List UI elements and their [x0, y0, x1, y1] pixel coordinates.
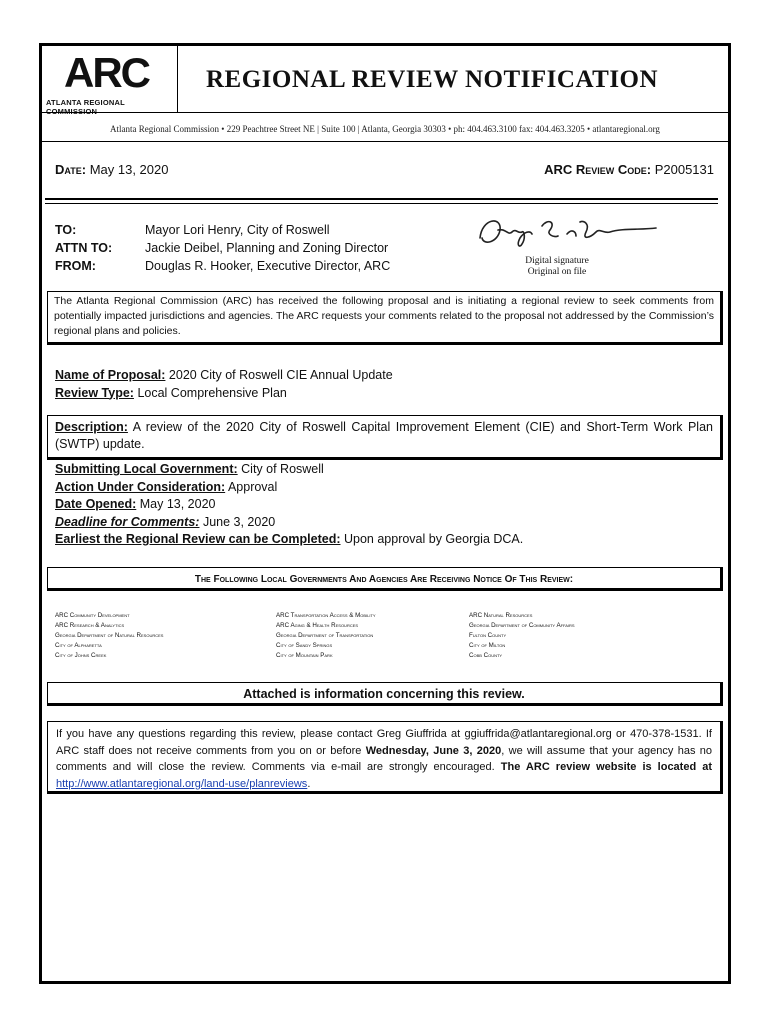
- from-label: FROM:: [55, 259, 96, 273]
- attached-banner: Attached is information concerning this review.: [47, 682, 723, 706]
- code-value: P2005131: [654, 162, 714, 177]
- list-item: City of Milton: [469, 642, 506, 649]
- to-value: Mayor Lori Henry, City of Roswell: [145, 223, 330, 237]
- review-type-value: Local Comprehensive Plan: [137, 385, 287, 400]
- opened-value: May 13, 2020: [139, 497, 216, 511]
- review-website-link[interactable]: http://www.atlantaregional.org/land-use/planreviews: [56, 777, 308, 790]
- date-label: Date:: [55, 162, 87, 177]
- action-value: Approval: [227, 479, 278, 494]
- deadline-label: Deadline for Comments:: [55, 514, 200, 529]
- review-details: [55, 461, 523, 549]
- memo-block: [55, 221, 390, 275]
- address-rule: [42, 141, 728, 142]
- list-item: Georgia Department of Natural Resources: [55, 632, 164, 639]
- list-item: Georgia Department of Community Affairs: [469, 622, 575, 629]
- logo-letters: ARC: [64, 49, 149, 96]
- list-item: ARC Transportation Access & Mobility: [276, 612, 376, 619]
- intro-box: The Atlanta Regional Commission (ARC) has received the following proposal and is initiating a regional review to seek comments from potentially impacted jurisdictions and agencies. The ARC requests your comments related to the proposal not addressed by the Commission’s regional plans and policies.: [47, 291, 723, 345]
- attn-value: Jackie Deibel, Planning and Zoning Director: [145, 241, 389, 255]
- opened-label: Date Opened:: [55, 497, 137, 511]
- proposal-name-value: 2020 City of Roswell CIE Annual Update: [168, 368, 393, 382]
- proposal-name-label: Name of Proposal:: [55, 368, 166, 382]
- logo-subtitle: ATLANTA REGIONAL COMMISSION: [46, 98, 125, 116]
- signature-note: [487, 256, 627, 278]
- contact-text-2: , we will assume that your agency has no comments and will close the review. Comments via e-mail are strongly encouraged.: [56, 744, 713, 773]
- signature-image: [472, 208, 662, 258]
- review-type-label: Review Type:: [55, 385, 134, 400]
- earliest-value: Upon approval by Georgia DCA.: [343, 532, 524, 546]
- date-line: [55, 162, 168, 177]
- list-item: ARC Research & Analytics: [55, 622, 125, 629]
- agency-column-1: [55, 611, 163, 661]
- document-frame: [39, 43, 731, 984]
- list-item: ARC Natural Resources: [469, 612, 533, 619]
- action-label: Action Under Consideration:: [55, 479, 226, 494]
- list-item: Georgia Department of Transportation: [276, 632, 374, 639]
- earliest-label: Earliest the Regional Review can be Completed:: [55, 532, 341, 546]
- proposal-block: [55, 367, 393, 402]
- to-label: TO:: [55, 223, 77, 237]
- attn-label: ATTN TO:: [55, 241, 113, 255]
- description-value: A review of the 2020 City of Roswell Capital Improvement Element (CIE) and Short-Term Work Plan (SWTP) update.: [55, 420, 713, 451]
- from-value: Douglas R. Hooker, Executive Director, ARC: [145, 259, 391, 273]
- signature-note-line-1: Digital signature: [525, 256, 589, 266]
- signature-note-line-2: Original on file: [527, 267, 587, 277]
- list-item: ARC Aging & Health Resources: [276, 622, 359, 629]
- description-box: [47, 415, 723, 460]
- list-item: Fulton County: [469, 632, 507, 639]
- gov-value: City of Roswell: [241, 462, 324, 476]
- contact-end: .: [307, 777, 311, 790]
- notice-heading: The Following Local Governments And Agencies Are Receiving Notice Of This Review:: [47, 567, 723, 591]
- code-label: ARC Review Code:: [544, 162, 652, 177]
- arc-logo: [42, 46, 178, 116]
- page-title: REGIONAL REVIEW NOTIFICATION: [206, 66, 659, 93]
- address-line: Atlanta Regional Commission • 229 Peachtree Street NE | Suite 100 | Atlanta, Georgia 30303 • ph: 404.463.3100 fax: 404.463.3205 • atlantaregional.org: [110, 124, 660, 134]
- list-item: City of Alpharetta: [55, 642, 102, 649]
- gov-label: Submitting Local Government:: [55, 462, 238, 476]
- contact-website-label: The ARC review website is located at: [500, 761, 712, 773]
- list-item: City of Sandy Springs: [276, 642, 333, 649]
- list-item: City of Mountain Park: [276, 652, 333, 659]
- header-rule: [42, 112, 728, 113]
- list-item: Cobb County: [469, 652, 503, 659]
- contact-text-1: If you have any questions regarding this review, please contact Greg Giuffrida at ggiuffrida@atlantaregional.org or 470-378-1531. If ARC staff does not receive comments from you on or before: [56, 728, 712, 757]
- deadline-value: June 3, 2020: [202, 514, 276, 529]
- list-item: City of Johns Creek: [55, 652, 107, 659]
- double-rule: [45, 198, 718, 204]
- contact-deadline: Wednesday, June 3, 2020: [365, 744, 502, 757]
- description-label: Description:: [55, 420, 128, 434]
- review-code: [544, 162, 714, 177]
- agency-column-3: [469, 611, 575, 661]
- date-value: May 13, 2020: [89, 162, 169, 177]
- list-item: ARC Community Development: [55, 612, 130, 619]
- contact-box: [47, 721, 723, 794]
- agency-column-2: [276, 611, 376, 661]
